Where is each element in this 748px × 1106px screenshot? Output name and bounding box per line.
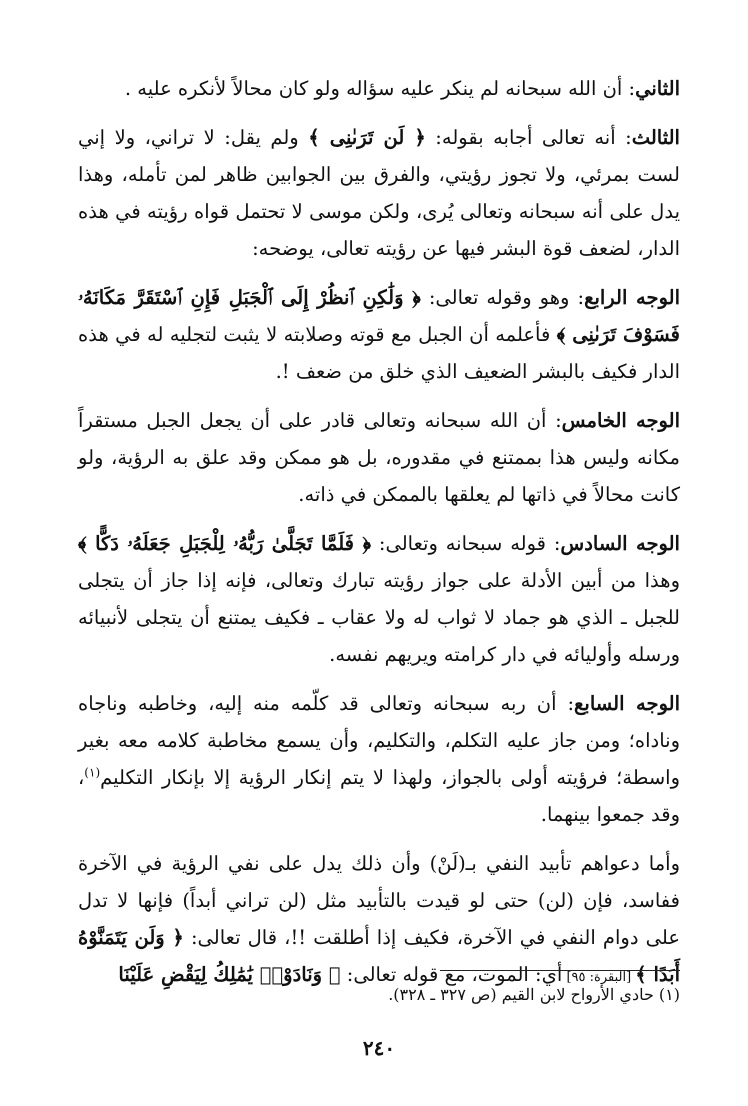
paragraph-label: الثاني (635, 77, 680, 100)
quran-verse: ﴿ فَلَمَّا تَجَلَّىٰ رَبُّهُۥ لِلْجَبَلِ جَعَلَهُۥ دَكًّا ﴾ (78, 532, 372, 555)
page-number: ٢٤٠ (362, 1036, 396, 1060)
body-text: أن ربه سبحانه وتعالى قد كلّمه منه إليه، وخاطبه وناجاه وناداه؛ ومن جاز عليه التكلم، والتكليم، وأن يسمع مخاطبة كلامه معه بغير واسطة؛ فرؤيته أولى بالجواز، ولهذا لا يتم إنكار الرؤية إلا بإنكار التكليم (78, 692, 680, 789)
body-text: وأما دعواهم تأبيد النفي بـ(لَنْ) وأن ذلك يدل على نفي الرؤية في الآخرة ففاسد، فإن (لن) حتى لو قيدت بالتأبيد مثل (لن تراني أبداً) فإنها لا تدل على دوام النفي في الآخرة، فكيف إذا أطلقت !!، قال تعالى: (78, 852, 680, 949)
body-text: وهو وقوله تعالى: (420, 286, 570, 309)
footnote-reference: (١) (84, 765, 101, 780)
body-text: أن الله سبحانه لم ينكر عليه سؤاله ولو كان محالاً لأنكره عليه . (124, 77, 623, 100)
body-text: فأعلمه أن الجبل مع قوته وصلابته لا يثبت لتجليه له في هذه الدار فكيف بالبشر الضعيف الذي خلق من ضعف !. (78, 323, 680, 383)
verse-citation: [البقرة: ٩٥] (562, 970, 636, 985)
body-text: أي: الموت، مع قوله تعالى: (340, 963, 563, 986)
paragraph (78, 279, 680, 390)
body-text: قوله سبحانه وتعالى: (371, 532, 546, 555)
paragraph (78, 119, 680, 267)
body-text: أن الله سبحانه وتعالى قادر على أن يجعل الجبل مستقراً مكانه وليس هذا بممتنع في مقدوره، بل هو ممكن وقد علق به الرؤية، ولو كانت محالاً في ذاتها لم يعلقها بالممكن في ذاته. (78, 409, 680, 506)
body-text: وهذا من أبين الأدلة على جواز رؤيته تبارك وتعالى، فإنه إذا جاز أن يتجلى للجبل ـ الذي هو جماد لا ثواب له ولا عقاب ـ فكيف يمتنع أن يتجلى لأنبيائه ورسله وأوليائه في دار كرامته ويريهم نفسه. (78, 569, 680, 666)
paragraph (78, 70, 680, 107)
quran-verse: ﴿ لَن تَرَىٰنِى ﴾ (308, 126, 426, 149)
quran-verse: ﴿ وَنَادَوْا۟ يَٰمَٰلِكُ لِيَقْضِ عَلَيْنَا (118, 963, 341, 986)
label-separator: : (545, 532, 561, 555)
paragraph-label: الوجه السادس (560, 532, 680, 555)
label-separator: : (615, 126, 632, 149)
footnote-separator (440, 970, 680, 971)
paragraph-label: الثالث (631, 126, 680, 149)
label-separator: : (569, 286, 585, 309)
main-text (78, 70, 680, 996)
paragraph-label: الوجه الرابع (584, 286, 680, 309)
quran-verse: ﴿ وَلَٰكِنِ ٱنظُرْ إِلَى ٱلْجَبَلِ فَإِنِ ٱسْتَقَرَّ مَكَانَهُۥ فَسَوْفَ تَرَىٰنِى ﴾ (78, 286, 680, 346)
paragraph (78, 845, 680, 996)
paragraph (78, 525, 680, 673)
footnote: (١) حادي الأرواح لابن القيم (ص ٣٢٧ ـ ٣٢٨). (388, 985, 680, 1004)
paragraph-label: الوجه الخامس (561, 409, 680, 432)
paragraph (78, 402, 680, 513)
paragraph (78, 685, 680, 833)
label-separator: : (622, 77, 636, 100)
paragraph-label: الوجه السابع (574, 692, 680, 715)
body-text: ، وقد جمعوا بينهما. (78, 766, 680, 826)
body-text: ولم يقل: لا تراني، ولا إني لست بمرئي، ولا تجوز رؤيتي، والفرق بين الجوابين ظاهر لمن تأمله، وهذا يدل على أنه سبحانه وتعالى يُرى، ولكن موسى لا تحتمل قواه رؤيته في هذه الدار، لضعف قوة البشر فيها عن رؤيته تعالى، يوضحه: (78, 126, 680, 260)
quran-verse: ﴿ وَلَن يَتَمَنَّوْهُ أَبَدًا ﴾ (78, 926, 680, 986)
body-text: أنه تعالى أجابه بقوله: (425, 126, 616, 149)
page-body (78, 70, 680, 1066)
label-separator: : (546, 409, 562, 432)
label-separator: : (556, 692, 575, 715)
